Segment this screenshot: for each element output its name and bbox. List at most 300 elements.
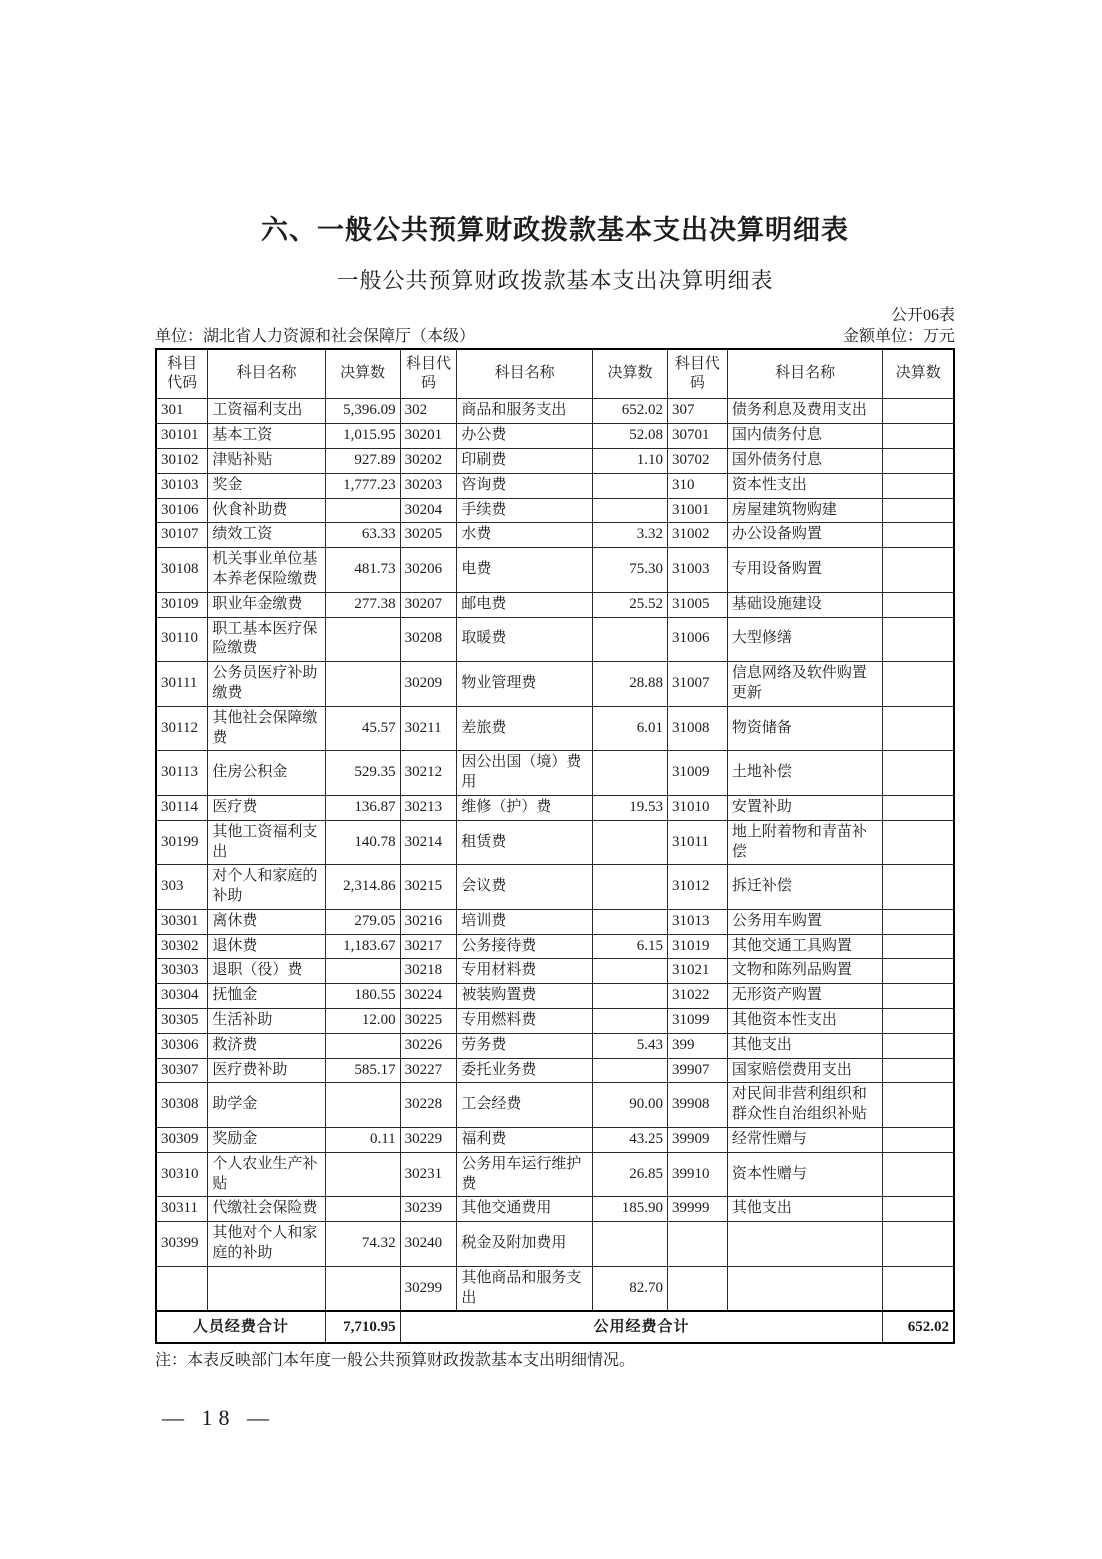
subject-name-cell: 离休费 bbox=[208, 909, 325, 934]
subject-name-cell: 拆迁补偿 bbox=[727, 865, 883, 910]
final-amount-cell: 927.89 bbox=[325, 448, 400, 473]
unit-row bbox=[155, 327, 955, 346]
table-row bbox=[156, 1009, 954, 1034]
final-amount-cell: 140.78 bbox=[325, 820, 400, 865]
subject-name-cell: 代缴社会保险费 bbox=[208, 1197, 325, 1222]
final-amount-cell: 1,183.67 bbox=[325, 934, 400, 959]
final-amount-cell bbox=[883, 448, 954, 473]
table-row bbox=[156, 1083, 954, 1128]
subject-code-cell: 31099 bbox=[667, 1009, 727, 1034]
subject-name-cell: 伙食补助费 bbox=[208, 498, 325, 523]
final-amount-cell bbox=[883, 1009, 954, 1034]
subject-name-cell: 其他支出 bbox=[727, 1033, 883, 1058]
subject-code-cell: 30107 bbox=[156, 523, 208, 548]
subject-name-cell: 个人农业生产补贴 bbox=[208, 1152, 325, 1197]
subject-code-cell: 30102 bbox=[156, 448, 208, 473]
final-amount-cell: 90.00 bbox=[592, 1083, 667, 1128]
subject-name-cell: 大型修缮 bbox=[727, 617, 883, 662]
subject-name-cell: 房屋建筑物购建 bbox=[727, 498, 883, 523]
public-total-value: 652.02 bbox=[883, 1311, 954, 1343]
subject-code-cell: 31002 bbox=[667, 523, 727, 548]
final-amount-cell bbox=[325, 498, 400, 523]
unit-label: 单位：湖北省人力资源和社会保障厅（本级） bbox=[155, 328, 476, 346]
final-amount-cell bbox=[883, 1266, 954, 1311]
table-row bbox=[156, 909, 954, 934]
column-header: 科目代码 bbox=[156, 349, 208, 399]
subject-code-cell: 30108 bbox=[156, 548, 208, 593]
table-title: 一般公共预算财政拨款基本支出决算明细表 bbox=[336, 268, 774, 294]
subject-name-cell: 因公出国（境）费用 bbox=[457, 751, 593, 796]
table-row bbox=[156, 548, 954, 593]
table-row bbox=[156, 820, 954, 865]
subject-code-cell: 30206 bbox=[400, 548, 457, 593]
subject-code-cell: 31013 bbox=[667, 909, 727, 934]
table-row bbox=[156, 1128, 954, 1153]
subject-name-cell: 差旅费 bbox=[457, 706, 593, 751]
table-row bbox=[156, 1222, 954, 1267]
final-amount-cell bbox=[883, 959, 954, 984]
table-row bbox=[156, 984, 954, 1009]
subject-code-cell: 301 bbox=[156, 399, 208, 424]
subject-name-cell: 办公设备购置 bbox=[727, 523, 883, 548]
subject-code-cell: 30227 bbox=[400, 1058, 457, 1083]
subject-code-cell: 31011 bbox=[667, 820, 727, 865]
subject-name-cell: 救济费 bbox=[208, 1033, 325, 1058]
subject-code-cell: 31019 bbox=[667, 934, 727, 959]
subject-code-cell: 30111 bbox=[156, 662, 208, 707]
subject-code-cell: 30199 bbox=[156, 820, 208, 865]
public-total-label: 公用经费合计 bbox=[400, 1311, 883, 1343]
subject-code-cell: 30225 bbox=[400, 1009, 457, 1034]
subject-code-cell: 30209 bbox=[400, 662, 457, 707]
personnel-total-value: 7,710.95 bbox=[325, 1311, 400, 1343]
table-row bbox=[156, 498, 954, 523]
page-number: — 18 — bbox=[162, 1405, 275, 1430]
final-amount-cell bbox=[883, 548, 954, 593]
final-amount-cell bbox=[883, 706, 954, 751]
final-amount-cell bbox=[592, 984, 667, 1009]
subject-name-cell: 其他交通工具购置 bbox=[727, 934, 883, 959]
subject-name-cell: 医疗费补助 bbox=[208, 1058, 325, 1083]
subject-code-cell: 303 bbox=[156, 865, 208, 910]
subject-name-cell: 土地补偿 bbox=[727, 751, 883, 796]
subject-name-cell: 国外债务付息 bbox=[727, 448, 883, 473]
final-amount-cell bbox=[592, 865, 667, 910]
final-amount-cell bbox=[325, 617, 400, 662]
final-amount-cell: 1,777.23 bbox=[325, 473, 400, 498]
subject-name-cell: 物业管理费 bbox=[457, 662, 593, 707]
column-header: 决算数 bbox=[883, 349, 954, 399]
subject-code-cell: 31021 bbox=[667, 959, 727, 984]
subject-name-cell: 咨询费 bbox=[457, 473, 593, 498]
column-header: 科目名称 bbox=[727, 349, 883, 399]
final-amount-cell: 63.33 bbox=[325, 523, 400, 548]
subject-name-cell: 福利费 bbox=[457, 1128, 593, 1153]
subject-name-cell: 专用设备购置 bbox=[727, 548, 883, 593]
subject-code-cell: 30216 bbox=[400, 909, 457, 934]
subject-name-cell: 生活补助 bbox=[208, 1009, 325, 1034]
subject-code-cell: 30304 bbox=[156, 984, 208, 1009]
subject-name-cell: 专用燃料费 bbox=[457, 1009, 593, 1034]
final-amount-cell: 1,015.95 bbox=[325, 424, 400, 449]
subject-name-cell: 国家赔偿费用支出 bbox=[727, 1058, 883, 1083]
final-amount-cell bbox=[592, 617, 667, 662]
subject-name-cell: 工会经费 bbox=[457, 1083, 593, 1128]
subject-name-cell: 对个人和家庭的补助 bbox=[208, 865, 325, 910]
final-amount-cell bbox=[325, 1197, 400, 1222]
final-amount-cell bbox=[883, 523, 954, 548]
subject-name-cell bbox=[208, 1266, 325, 1311]
subject-name-cell: 资本性赠与 bbox=[727, 1152, 883, 1197]
final-amount-cell bbox=[325, 1152, 400, 1197]
subject-name-cell: 信息网络及软件购置更新 bbox=[727, 662, 883, 707]
subject-code-cell: 30303 bbox=[156, 959, 208, 984]
table-row bbox=[156, 1266, 954, 1311]
subject-code-cell: 307 bbox=[667, 399, 727, 424]
form-code-label: 公开06表 bbox=[890, 306, 955, 324]
final-amount-cell: 136.87 bbox=[325, 795, 400, 820]
final-amount-cell bbox=[883, 617, 954, 662]
subject-code-cell: 31022 bbox=[667, 984, 727, 1009]
subject-code-cell: 30201 bbox=[400, 424, 457, 449]
subject-name-cell: 医疗费 bbox=[208, 795, 325, 820]
subject-name-cell: 机关事业单位基本养老保险缴费 bbox=[208, 548, 325, 593]
subject-name-cell: 住房公积金 bbox=[208, 751, 325, 796]
subject-code-cell: 30240 bbox=[400, 1222, 457, 1267]
subject-code-cell: 30311 bbox=[156, 1197, 208, 1222]
subject-code-cell: 31006 bbox=[667, 617, 727, 662]
subject-code-cell: 30299 bbox=[400, 1266, 457, 1311]
final-amount-cell: 52.08 bbox=[592, 424, 667, 449]
subject-name-cell: 资本性支出 bbox=[727, 473, 883, 498]
subject-name-cell: 办公费 bbox=[457, 424, 593, 449]
totals-row bbox=[156, 1311, 954, 1343]
final-amount-cell bbox=[325, 1033, 400, 1058]
final-amount-cell: 74.32 bbox=[325, 1222, 400, 1267]
subject-code-cell: 31009 bbox=[667, 751, 727, 796]
subject-code-cell: 30302 bbox=[156, 934, 208, 959]
final-amount-cell bbox=[592, 820, 667, 865]
subject-name-cell: 公务员医疗补助缴费 bbox=[208, 662, 325, 707]
subject-code-cell: 30214 bbox=[400, 820, 457, 865]
subject-name-cell: 租赁费 bbox=[457, 820, 593, 865]
subject-name-cell: 专用材料费 bbox=[457, 959, 593, 984]
final-amount-cell: 180.55 bbox=[325, 984, 400, 1009]
subject-code-cell: 31003 bbox=[667, 548, 727, 593]
final-amount-cell bbox=[325, 959, 400, 984]
subject-name-cell: 邮电费 bbox=[457, 592, 593, 617]
final-amount-cell: 5.43 bbox=[592, 1033, 667, 1058]
subject-name-cell: 其他支出 bbox=[727, 1197, 883, 1222]
final-amount-cell: 1.10 bbox=[592, 448, 667, 473]
subject-code-cell: 30229 bbox=[400, 1128, 457, 1153]
final-amount-cell bbox=[883, 1152, 954, 1197]
subject-code-cell: 30212 bbox=[400, 751, 457, 796]
subject-code-cell: 30224 bbox=[400, 984, 457, 1009]
subject-name-cell: 津贴补贴 bbox=[208, 448, 325, 473]
subject-code-cell: 310 bbox=[667, 473, 727, 498]
subject-name-cell: 公务接待费 bbox=[457, 934, 593, 959]
final-amount-cell: 26.85 bbox=[592, 1152, 667, 1197]
table-row bbox=[156, 1058, 954, 1083]
subject-code-cell: 30306 bbox=[156, 1033, 208, 1058]
subject-code-cell: 30308 bbox=[156, 1083, 208, 1128]
final-amount-cell: 3.32 bbox=[592, 523, 667, 548]
table-row bbox=[156, 399, 954, 424]
final-amount-cell bbox=[883, 1128, 954, 1153]
table-row bbox=[156, 1033, 954, 1058]
subject-code-cell: 31010 bbox=[667, 795, 727, 820]
subject-code-cell: 30213 bbox=[400, 795, 457, 820]
subject-name-cell: 税金及附加费用 bbox=[457, 1222, 593, 1267]
subject-code-cell: 30109 bbox=[156, 592, 208, 617]
final-amount-cell: 2,314.86 bbox=[325, 865, 400, 910]
table-row bbox=[156, 424, 954, 449]
final-amount-cell bbox=[592, 1058, 667, 1083]
subject-name-cell: 职业年金缴费 bbox=[208, 592, 325, 617]
subject-code-cell: 31008 bbox=[667, 706, 727, 751]
final-amount-cell bbox=[883, 662, 954, 707]
subject-code-cell: 30218 bbox=[400, 959, 457, 984]
subject-code-cell: 30112 bbox=[156, 706, 208, 751]
subject-code-cell: 30399 bbox=[156, 1222, 208, 1267]
subject-code-cell: 31001 bbox=[667, 498, 727, 523]
final-amount-cell bbox=[883, 865, 954, 910]
table-row bbox=[156, 959, 954, 984]
subject-code-cell: 30215 bbox=[400, 865, 457, 910]
subject-name-cell: 退职（役）费 bbox=[208, 959, 325, 984]
final-amount-cell bbox=[883, 795, 954, 820]
final-amount-cell bbox=[592, 498, 667, 523]
final-amount-cell: 19.53 bbox=[592, 795, 667, 820]
subject-code-cell: 31007 bbox=[667, 662, 727, 707]
subject-code-cell: 30301 bbox=[156, 909, 208, 934]
subject-code-cell: 30217 bbox=[400, 934, 457, 959]
column-header: 科目代码 bbox=[400, 349, 457, 399]
subject-name-cell: 对民间非营利组织和群众性自治组织补贴 bbox=[727, 1083, 883, 1128]
subject-name-cell bbox=[727, 1222, 883, 1267]
table-row bbox=[156, 592, 954, 617]
subject-code-cell: 30205 bbox=[400, 523, 457, 548]
subject-name-cell: 基础设施建设 bbox=[727, 592, 883, 617]
subject-code-cell: 30208 bbox=[400, 617, 457, 662]
subject-name-cell: 劳务费 bbox=[457, 1033, 593, 1058]
final-amount-cell: 82.70 bbox=[592, 1266, 667, 1311]
final-amount-cell bbox=[883, 1083, 954, 1128]
subject-code-cell: 30203 bbox=[400, 473, 457, 498]
final-amount-cell: 28.88 bbox=[592, 662, 667, 707]
final-amount-cell: 12.00 bbox=[325, 1009, 400, 1034]
subject-code-cell: 30204 bbox=[400, 498, 457, 523]
table-row bbox=[156, 795, 954, 820]
table-row bbox=[156, 751, 954, 796]
subject-code-cell: 30110 bbox=[156, 617, 208, 662]
table-row bbox=[156, 617, 954, 662]
subject-code-cell: 31012 bbox=[667, 865, 727, 910]
subject-name-cell: 水费 bbox=[457, 523, 593, 548]
table-row bbox=[156, 523, 954, 548]
column-header: 科目名称 bbox=[457, 349, 593, 399]
subject-name-cell: 地上附着物和青苗补偿 bbox=[727, 820, 883, 865]
subject-code-cell: 39999 bbox=[667, 1197, 727, 1222]
page-heading: 六、一般公共预算财政拨款基本支出决算明细表 bbox=[261, 215, 849, 245]
final-amount-cell: 5,396.09 bbox=[325, 399, 400, 424]
final-amount-cell bbox=[883, 1197, 954, 1222]
subject-name-cell: 取暖费 bbox=[457, 617, 593, 662]
subject-code-cell: 30226 bbox=[400, 1033, 457, 1058]
final-amount-cell: 277.38 bbox=[325, 592, 400, 617]
page-content bbox=[155, 0, 955, 1371]
subject-code-cell: 30231 bbox=[400, 1152, 457, 1197]
column-header: 科目代码 bbox=[667, 349, 727, 399]
final-amount-cell: 529.35 bbox=[325, 751, 400, 796]
final-amount-cell bbox=[883, 820, 954, 865]
subject-code-cell: 30309 bbox=[156, 1128, 208, 1153]
subject-code-cell bbox=[667, 1222, 727, 1267]
final-amount-cell: 481.73 bbox=[325, 548, 400, 593]
subject-name-cell: 安置补助 bbox=[727, 795, 883, 820]
subject-code-cell: 30101 bbox=[156, 424, 208, 449]
subject-name-cell: 经常性赠与 bbox=[727, 1128, 883, 1153]
amount-unit-label: 金额单位：万元 bbox=[842, 328, 955, 346]
final-amount-cell bbox=[883, 1033, 954, 1058]
table-row bbox=[156, 865, 954, 910]
subject-name-cell: 文物和陈列品购置 bbox=[727, 959, 883, 984]
subject-name-cell: 奖金 bbox=[208, 473, 325, 498]
subject-name-cell: 退休费 bbox=[208, 934, 325, 959]
subject-name-cell: 奖励金 bbox=[208, 1128, 325, 1153]
final-amount-cell: 185.90 bbox=[592, 1197, 667, 1222]
final-amount-cell: 75.30 bbox=[592, 548, 667, 593]
subject-name-cell: 委托业务费 bbox=[457, 1058, 593, 1083]
subject-name-cell: 电费 bbox=[457, 548, 593, 593]
final-amount-cell bbox=[883, 498, 954, 523]
final-amount-cell bbox=[883, 424, 954, 449]
final-amount-cell: 43.25 bbox=[592, 1128, 667, 1153]
subject-name-cell: 工资福利支出 bbox=[208, 399, 325, 424]
subject-code-cell: 30228 bbox=[400, 1083, 457, 1128]
subject-name-cell: 助学金 bbox=[208, 1083, 325, 1128]
final-amount-cell: 652.02 bbox=[592, 399, 667, 424]
subject-code-cell: 30113 bbox=[156, 751, 208, 796]
subject-name-cell: 物资储备 bbox=[727, 706, 883, 751]
final-amount-cell bbox=[883, 934, 954, 959]
subject-name-cell: 基本工资 bbox=[208, 424, 325, 449]
subject-name-cell: 维修（护）费 bbox=[457, 795, 593, 820]
final-amount-cell bbox=[592, 959, 667, 984]
subject-code-cell: 39909 bbox=[667, 1128, 727, 1153]
personnel-total-label: 人员经费合计 bbox=[156, 1311, 325, 1343]
subject-code-cell: 31005 bbox=[667, 592, 727, 617]
subject-name-cell: 其他交通费用 bbox=[457, 1197, 593, 1222]
subject-code-cell: 399 bbox=[667, 1033, 727, 1058]
final-amount-cell: 6.15 bbox=[592, 934, 667, 959]
final-amount-cell bbox=[592, 909, 667, 934]
subject-name-cell: 其他资本性支出 bbox=[727, 1009, 883, 1034]
subject-name-cell: 职工基本医疗保险缴费 bbox=[208, 617, 325, 662]
subject-code-cell: 30202 bbox=[400, 448, 457, 473]
subject-name-cell: 债务利息及费用支出 bbox=[727, 399, 883, 424]
subject-code-cell bbox=[667, 1266, 727, 1311]
final-amount-cell bbox=[592, 751, 667, 796]
final-amount-cell: 25.52 bbox=[592, 592, 667, 617]
subject-name-cell: 其他工资福利支出 bbox=[208, 820, 325, 865]
final-amount-cell: 6.01 bbox=[592, 706, 667, 751]
subject-name-cell: 无形资产购置 bbox=[727, 984, 883, 1009]
subject-name-cell: 抚恤金 bbox=[208, 984, 325, 1009]
subject-code-cell: 30114 bbox=[156, 795, 208, 820]
column-header: 决算数 bbox=[592, 349, 667, 399]
subject-name-cell: 被装购置费 bbox=[457, 984, 593, 1009]
final-amount-cell bbox=[883, 909, 954, 934]
table-row bbox=[156, 473, 954, 498]
final-amount-cell bbox=[325, 1083, 400, 1128]
final-amount-cell bbox=[883, 984, 954, 1009]
subject-name-cell: 印刷费 bbox=[457, 448, 593, 473]
final-amount-cell bbox=[883, 399, 954, 424]
table-row bbox=[156, 1152, 954, 1197]
subject-code-cell: 30305 bbox=[156, 1009, 208, 1034]
final-amount-cell: 0.11 bbox=[325, 1128, 400, 1153]
subject-code-cell: 30211 bbox=[400, 706, 457, 751]
subject-code-cell: 30307 bbox=[156, 1058, 208, 1083]
subject-name-cell: 公务用车购置 bbox=[727, 909, 883, 934]
final-amount-cell bbox=[592, 1009, 667, 1034]
final-amount-cell: 279.05 bbox=[325, 909, 400, 934]
subject-code-cell: 39910 bbox=[667, 1152, 727, 1197]
subject-name-cell: 公务用车运行维护费 bbox=[457, 1152, 593, 1197]
final-amount-cell bbox=[325, 1266, 400, 1311]
final-amount-cell bbox=[883, 592, 954, 617]
final-amount-cell bbox=[592, 1222, 667, 1267]
subject-code-cell bbox=[156, 1266, 208, 1311]
subject-name-cell bbox=[727, 1266, 883, 1311]
subject-code-cell: 30702 bbox=[667, 448, 727, 473]
final-amount-cell: 45.57 bbox=[325, 706, 400, 751]
table-note: 注：本表反映部门本年度一般公共预算财政拨款基本支出明细情况。 bbox=[155, 1352, 636, 1370]
subject-code-cell: 30207 bbox=[400, 592, 457, 617]
subject-name-cell: 绩效工资 bbox=[208, 523, 325, 548]
final-amount-cell bbox=[883, 751, 954, 796]
subject-code-cell: 30106 bbox=[156, 498, 208, 523]
final-amount-cell bbox=[883, 473, 954, 498]
final-amount-cell bbox=[592, 473, 667, 498]
final-amount-cell bbox=[883, 1222, 954, 1267]
subject-code-cell: 30239 bbox=[400, 1197, 457, 1222]
subject-code-cell: 39907 bbox=[667, 1058, 727, 1083]
subject-code-cell: 30103 bbox=[156, 473, 208, 498]
table-row bbox=[156, 1197, 954, 1222]
subject-code-cell: 30310 bbox=[156, 1152, 208, 1197]
column-header: 科目名称 bbox=[208, 349, 325, 399]
table-row bbox=[156, 934, 954, 959]
table-row bbox=[156, 706, 954, 751]
subject-code-cell: 39908 bbox=[667, 1083, 727, 1128]
subject-name-cell: 其他商品和服务支出 bbox=[457, 1266, 593, 1311]
subject-code-cell: 302 bbox=[400, 399, 457, 424]
column-header: 决算数 bbox=[325, 349, 400, 399]
final-amount-cell bbox=[325, 662, 400, 707]
table-header-row bbox=[156, 349, 954, 399]
table-row bbox=[156, 662, 954, 707]
final-amount-cell: 585.17 bbox=[325, 1058, 400, 1083]
expenditure-table bbox=[155, 348, 955, 1344]
subject-name-cell: 培训费 bbox=[457, 909, 593, 934]
subject-name-cell: 其他社会保障缴费 bbox=[208, 706, 325, 751]
subject-code-cell: 30701 bbox=[667, 424, 727, 449]
table-row bbox=[156, 448, 954, 473]
subject-name-cell: 手续费 bbox=[457, 498, 593, 523]
